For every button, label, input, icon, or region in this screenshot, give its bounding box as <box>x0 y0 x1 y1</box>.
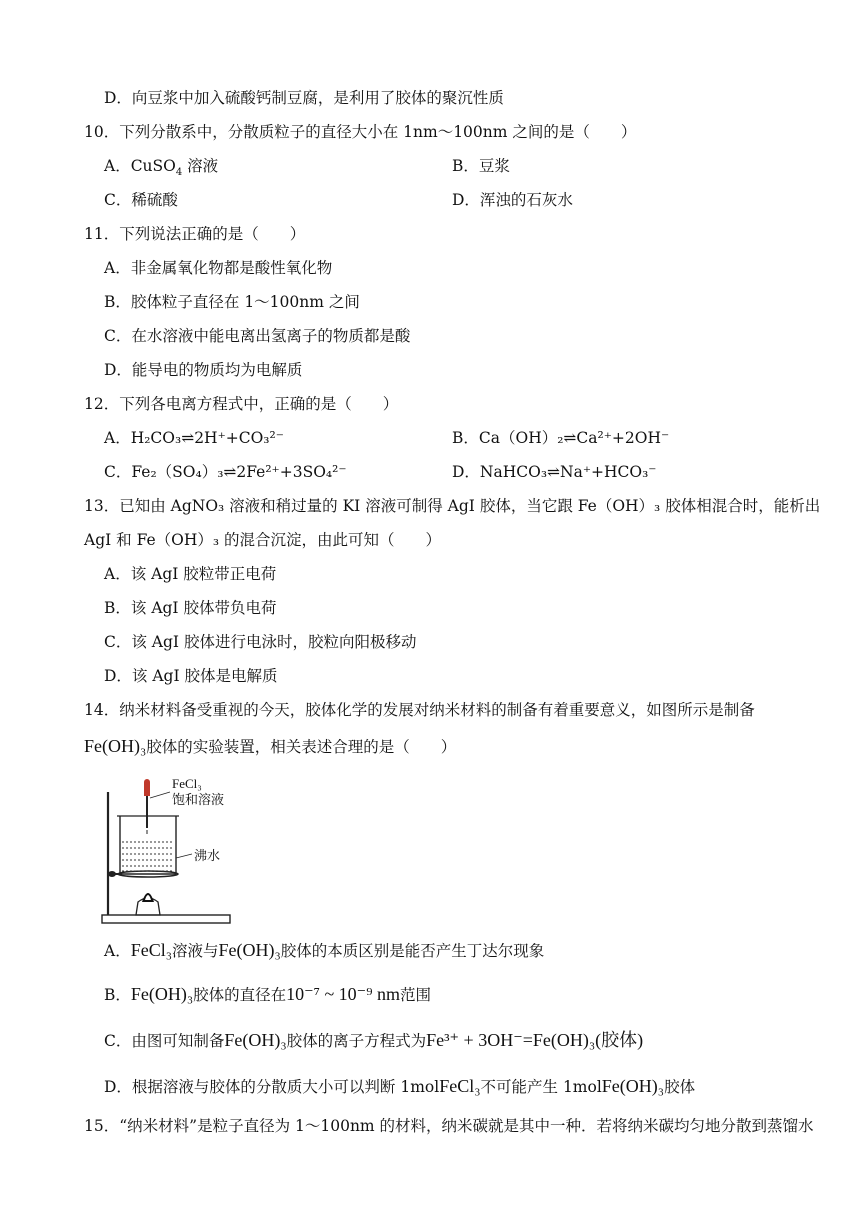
boiling-water <box>122 842 174 871</box>
question-10: 10．下列分散系中，分散质粒子的直径大小在 1nm～100nm 之间的是（ ） <box>84 123 637 141</box>
q13-option-a: A．该 AgI 胶粒带正电荷 <box>104 565 277 583</box>
q12-option-a: A．H₂CO₃⇌2H⁺+CO₃²⁻ <box>104 429 284 447</box>
question-14-line-1: 14．纳米材料备受重视的今天，胶体化学的发展对纳米材料的制备有着重要意义，如图所示是制备 <box>84 701 755 719</box>
label-saturated-solution: 饱和溶液 <box>172 793 225 808</box>
q11-option-a: A．非金属氧化物都是酸性氧化物 <box>104 259 333 277</box>
q13-option-c: C．该 AgI 胶体进行电泳时，胶粒向阳极移动 <box>104 633 417 651</box>
stand-base <box>102 915 230 923</box>
q14-option-c: C．由图可知制备Fe(OH)₃胶体的离子方程式为Fe³⁺ + 3OH⁻=Fe(OH)₃(胶体) <box>104 1030 644 1050</box>
question-13-line-1: 13．已知由 AgNO₃ 溶液和稍过量的 KI 溶液可制得 AgI 胶体，当它跟 Fe（OH）₃ 胶体相混合时，能析出 <box>84 497 821 515</box>
q10-option-d: D．浑浊的石灰水 <box>452 191 573 209</box>
label-boiling-water: 沸水 <box>194 849 221 864</box>
question-12: 12．下列各电离方程式中，正确的是（ ） <box>84 395 399 413</box>
q11-option-d: D．能导电的物质均为电解质 <box>104 361 303 379</box>
q14-option-b: B．Fe(OH)₃胶体的直径在10⁻⁷ ~ 10⁻⁹ nm范围 <box>104 984 431 1004</box>
q9-option-d: D．向豆浆中加入硫酸钙制豆腐，是利用了胶体的聚沉性质 <box>104 89 504 107</box>
q12-option-d: D．NaHCO₃⇌Na⁺+HCO₃⁻ <box>452 463 657 481</box>
q13-option-d: D．该 AgI 胶体是电解质 <box>104 667 278 685</box>
question-11: 11．下列说法正确的是（ ） <box>84 225 306 243</box>
q10-option-a: A．CuSO$_4$ 溶液 <box>104 157 219 179</box>
q12-option-c: C．Fe₂（SO₄）₃⇌2Fe²⁺+3SO₄²⁻ <box>104 463 347 481</box>
q14-option-d: D．根据溶液与胶体的分散质大小可以判断 1molFeCl₃不可能产生 1molFe(OH)₃胶体 <box>104 1076 696 1096</box>
question-13-line-2: AgI 和 Fe（OH）₃ 的混合沉淀，由此可知（ ） <box>84 531 442 549</box>
question-15: 15．“纳米材料”是粒子直径为 1～100nm 的材料，纳米碳就是其中一种．若将纳米碳均匀地分散到蒸馏水 <box>84 1117 814 1135</box>
experiment-apparatus-figure <box>100 770 240 925</box>
q10-option-b: B．豆浆 <box>452 157 510 175</box>
q11-option-b: B．胶体粒子直径在 1～100nm 之间 <box>104 293 360 311</box>
q10-option-c: C．稀硫酸 <box>104 191 178 209</box>
question-14-line-2: Fe(OH)₃胶体的实验装置，相关表述合理的是（ ） <box>84 736 457 756</box>
q14-option-a: A．FeCl₃溶液与Fe(OH)₃胶体的本质区别是能否产生丁达尔现象 <box>104 940 545 960</box>
q12-option-b: B．Ca（OH）₂⇌Ca²⁺+2OH⁻ <box>452 429 670 447</box>
q13-option-b: B．该 AgI 胶体带负电荷 <box>104 599 277 617</box>
fe-oh-3-formula: Fe(OH)₃ <box>84 736 147 756</box>
label-fecl3: FeCl₃ <box>172 776 202 791</box>
q11-option-c: C．在水溶液中能电离出氢离子的物质都是酸 <box>104 327 411 345</box>
